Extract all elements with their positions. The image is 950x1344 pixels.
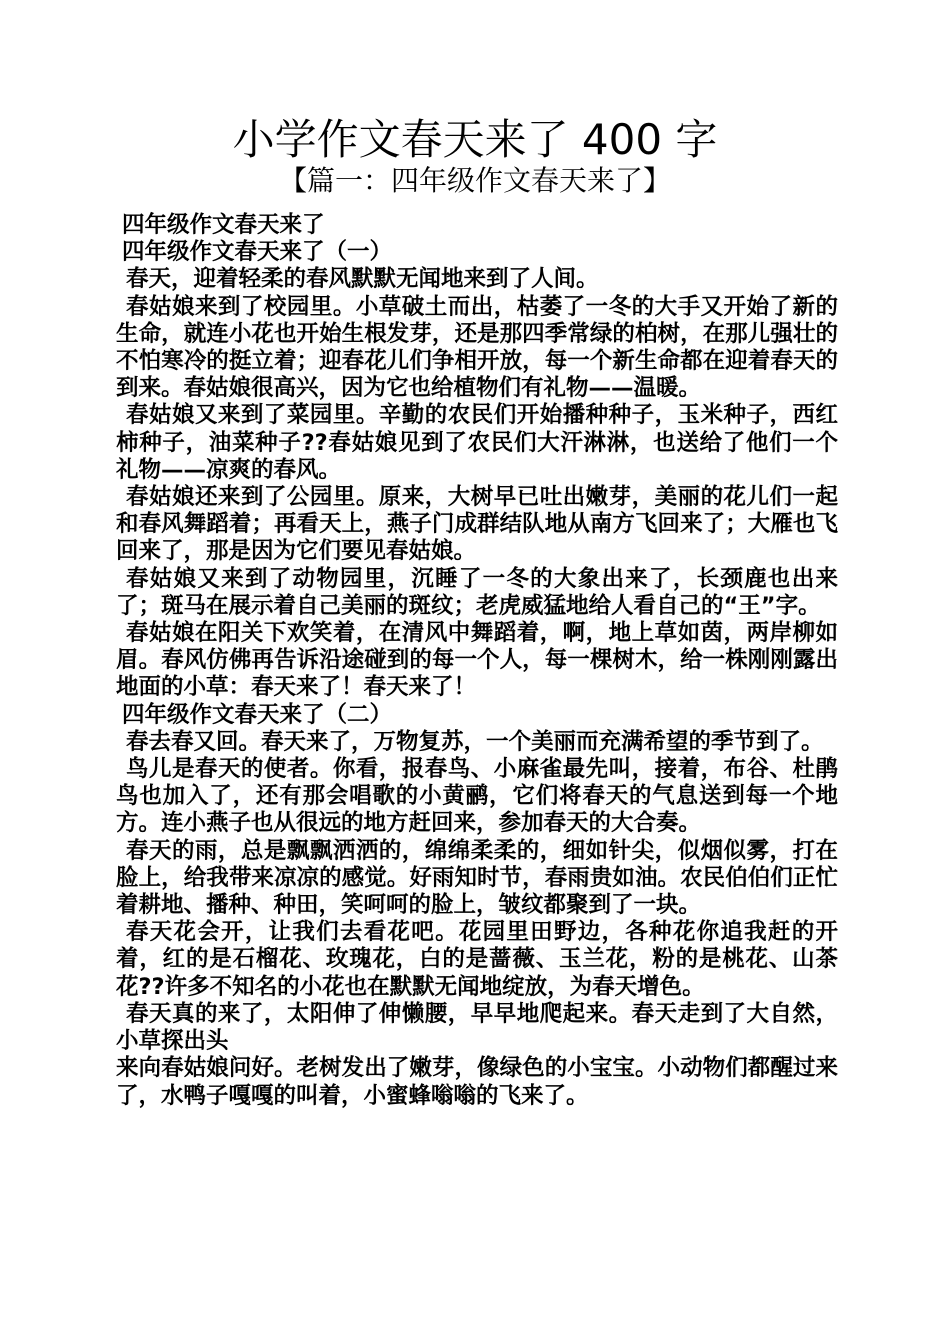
paragraph: 春姑娘还来到了公园里。原来，大树早已吐出嫩芽，美丽的花儿们一起和春风舞蹈着；再看天上，燕子门成群结队地从南方飞回来了；大雁也飞回来了，那是因为它们要见春姑娘。: [116, 484, 838, 565]
paragraph: 春姑娘在阳关下欢笑着，在清风中舞蹈着，啊，地上草如茵，两岸柳如眉。春风仿佛再告诉沿途碰到的每一个人，每一棵树木，给一株刚刚露出地面的小草：春天来了！春天来了！: [116, 620, 838, 701]
paragraph: 春去春又回。春天来了，万物复苏，一个美丽而充满希望的季节到了。: [126, 728, 824, 755]
section-heading: 四年级作文春天来了: [122, 212, 325, 238]
paragraph: 春天，迎着轻柔的春风默默无闻地来到了人间。: [126, 266, 599, 293]
paragraph: 春姑娘来到了校园里。小草破土而出，枯萎了一冬的大手又开始了新的生命，就连小花也开始生根发芽，还是那四季常绿的柏树，在那儿强壮的不怕寒冷的挺立着；迎春花儿们争相开放，每一个新生命都在迎着春天的到来。春姑娘很高兴，因为它也给植物们有礼物——温暖。: [116, 293, 838, 402]
paragraph: 鸟儿是春天的使者。你看，报春鸟、小麻雀最先叫，接着，布谷、杜鹃鸟也加入了，还有那会唱歌的小黄鹂，它们将春天的气息送到每一个地方。连小燕子也从很远的地方赶回来，参加春天的大合奏。: [116, 756, 838, 837]
paragraph: 来向春姑娘问好。老树发出了嫩芽，像绿色的小宝宝。小动物们都醒过来了，水鸭子嘎嘎的叫着，小蜜蜂嗡嗡的飞来了。: [116, 1055, 838, 1109]
paragraph: 春天的雨，总是飘飘洒洒的，绵绵柔柔的，细如针尖，似烟似雾，打在脸上，给我带来凉凉的感觉。好雨知时节，春雨贵如油。农民伯伯们正忙着耕地、播种、种田，笑呵呵的脸上，皱纹都聚到了一块。: [116, 837, 838, 919]
paragraph: 春姑娘又来到了动物园里，沉睡了一冬的大象出来了，长颈鹿也出来了；斑马在展示着自己美丽的斑纹；老虎威猛地给人看自己的“王”字。: [116, 565, 838, 619]
paragraph: 春天花会开，让我们去看花吧。花园里田野边，各种花你追我赶的开着，红的是石榴花、玫瑰花，白的是蔷薇、玉兰花，粉的是桃花、山茶花??许多不知名的小花也在默默无闻地绽放，为春天增色。: [116, 919, 838, 1000]
document-body: [116, 212, 838, 1110]
subsection-heading-one: 四年级作文春天来了（一）: [122, 239, 393, 266]
document-title: 小学作文春天来了 400 字: [232, 115, 718, 164]
paragraph: 春姑娘又来到了菜园里。辛勤的农民们开始播种种子，玉米种子，西红柿种子，油菜种子??春姑娘见到了农民们大汗淋淋，也送给了他们一个礼物——凉爽的春风。: [116, 402, 838, 483]
paragraph: 春天真的来了，太阳伸了伸懒腰，早早地爬起来。春天走到了大自然，小草探出头: [116, 1000, 838, 1055]
subsection-heading-two: 四年级作文春天来了（二）: [122, 701, 393, 728]
document-subtitle: 【篇一：四年级作文春天来了】: [278, 164, 671, 197]
